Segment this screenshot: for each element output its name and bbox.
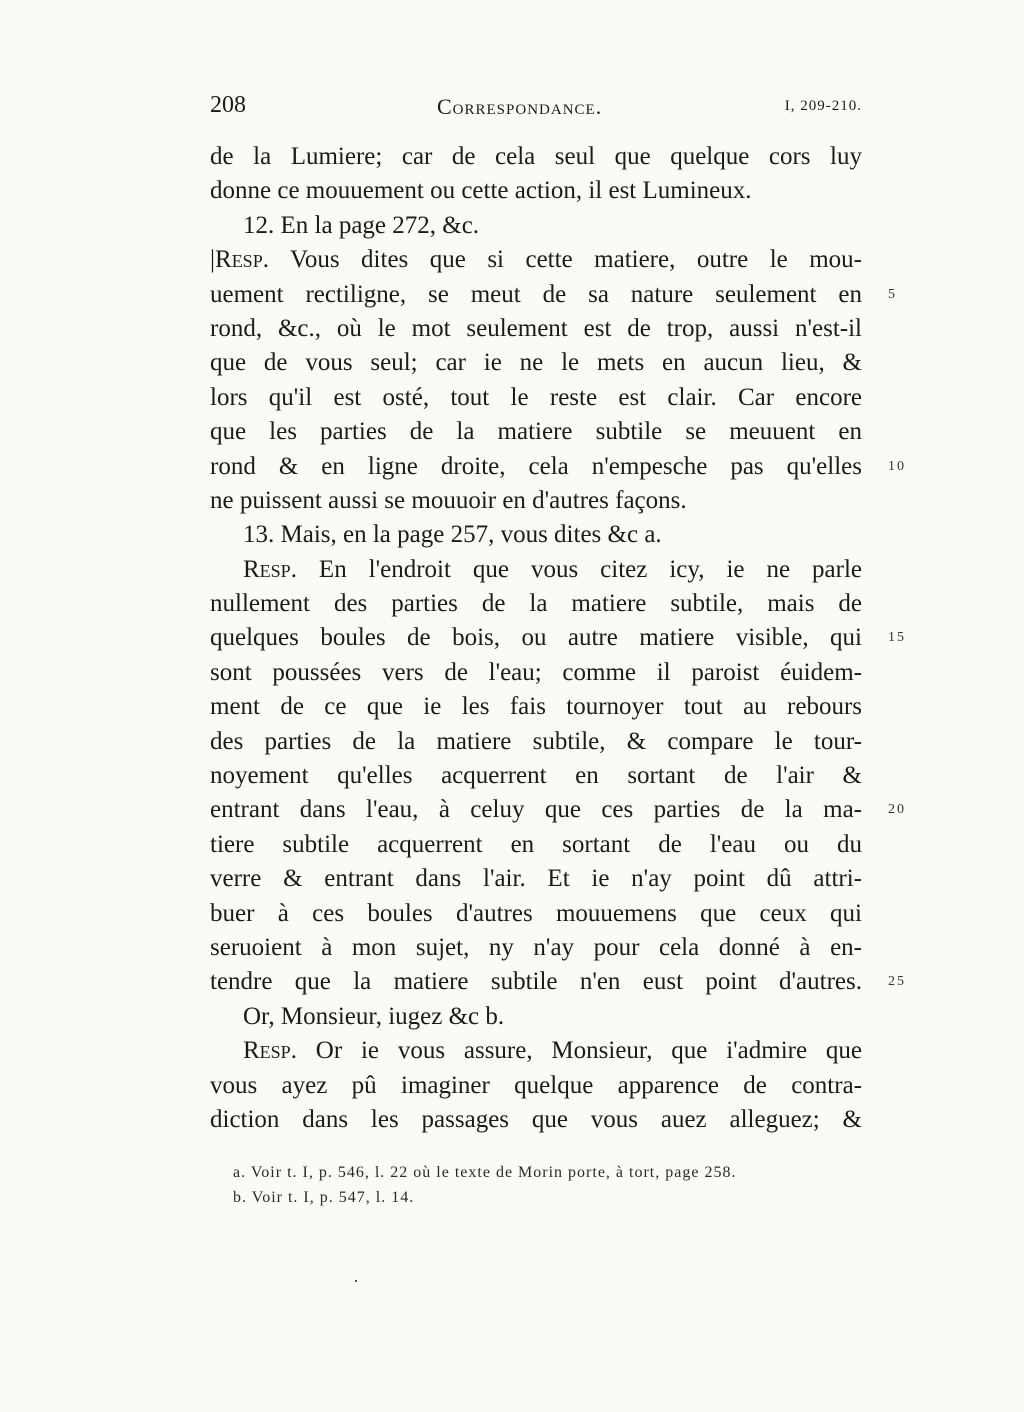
text-line	[210, 1000, 862, 1034]
line-text: uement rectiligne, se meut de sa nature seulement en	[210, 280, 862, 308]
text-line	[210, 381, 862, 415]
text-line	[210, 587, 862, 621]
volume-reference: I, 209-210.	[784, 98, 862, 114]
text-line	[210, 415, 862, 449]
line-text: tiere subtile acquerrent en sortant de l'eau ou du	[210, 830, 862, 858]
text-line	[210, 174, 862, 208]
line-text: Or, Monsieur, iugez &c b.	[243, 1002, 505, 1030]
text-line	[210, 931, 862, 965]
line-text: |Resp. Vous dites que si cette matiere, outre le mou-	[210, 246, 862, 274]
text-line	[210, 1034, 862, 1068]
line-text: rond, &c., où le mot seulement est de trop, aussi n'est-il	[210, 314, 862, 342]
text-line	[210, 1103, 862, 1137]
line-number: 25	[888, 974, 906, 990]
text-line	[210, 243, 862, 277]
line-text: que les parties de la matiere subtile se meuuent en	[210, 418, 862, 446]
text-line	[210, 140, 862, 174]
page-number: 208	[210, 92, 246, 118]
text-line	[210, 209, 862, 243]
text-line	[210, 621, 906, 655]
line-text: 13. Mais, en la page 257, vous dites &c a.	[243, 521, 662, 549]
text-line	[210, 965, 906, 999]
line-text: nullement des parties de la matiere subtile, mais de	[210, 590, 862, 618]
line-text: Resp. En l'endroit que vous citez icy, ie ne parle	[243, 555, 862, 583]
text-line	[210, 553, 862, 587]
text-line	[210, 656, 862, 690]
text-line	[210, 518, 862, 552]
text-line	[210, 690, 862, 724]
text-line	[210, 793, 906, 827]
line-text: 12. En la page 272, &c.	[243, 211, 480, 239]
line-text: diction dans les passages que vous auez alleguez; &	[210, 1105, 862, 1133]
line-text: seruoient à mon sujet, ny n'ay pour cela donné à en-	[210, 933, 862, 961]
text-line	[210, 484, 862, 518]
text-line	[210, 828, 862, 862]
line-text: ment de ce que ie les fais tournoyer tout au rebours	[210, 693, 862, 721]
text-line	[210, 897, 862, 931]
text-line	[210, 346, 862, 380]
line-text: verre & entrant dans l'air. Et ie n'ay point dû attri-	[210, 865, 862, 893]
text-line	[210, 278, 897, 312]
line-text: vous ayez pû imaginer quelque apparence de contra-	[210, 1071, 862, 1099]
text-line	[210, 725, 862, 759]
line-text: rond & en ligne droite, cela n'empesche pas qu'elles	[210, 452, 862, 480]
line-text: de la Lumiere; car de cela seul que quelque cors luy	[210, 143, 862, 170]
text-line	[210, 1069, 862, 1103]
running-title: Correspondance.	[437, 94, 603, 119]
line-number: 20	[888, 802, 906, 818]
line-text: Resp. Or ie vous assure, Monsieur, que i'admire que	[243, 1037, 862, 1065]
line-text: ne puissent aussi se mouuoir en d'autres façons.	[210, 486, 687, 514]
text-line	[210, 862, 862, 896]
body-text	[210, 140, 906, 1137]
line-text: tendre que la matiere subtile n'en eust point d'autres.	[210, 968, 862, 996]
line-text: lors qu'il est osté, tout le reste est clair. Car encore	[210, 383, 862, 411]
line-number: 5	[888, 286, 897, 302]
line-number: 15	[888, 630, 906, 646]
line-text: des parties de la matiere subtile, & compare le tour-	[210, 727, 862, 755]
footnote: b. Voir t. I, p. 547, l. 14.	[233, 1189, 415, 1206]
text-line	[210, 312, 862, 346]
line-number: 10	[888, 458, 906, 474]
line-text: que de vous seul; car ie ne le mets en aucun lieu, &	[210, 349, 862, 377]
print-speck	[355, 1280, 357, 1282]
running-header	[210, 92, 862, 126]
line-text: quelques boules de bois, ou autre matiere visible, qui	[210, 624, 862, 652]
text-line	[210, 759, 862, 793]
footnote: a. Voir t. I, p. 546, l. 22 où le texte de Morin porte, à tort, page 258.	[233, 1164, 737, 1181]
footnotes	[233, 1160, 873, 1210]
line-text: sont poussées vers de l'eau; comme il paroist éuidem-	[210, 658, 862, 686]
line-text: buer à ces boules d'autres mouuemens que ceux qui	[210, 899, 862, 927]
line-text: donne ce mouuement ou cette action, il est Lumineux.	[210, 177, 752, 205]
line-text: entrant dans l'eau, à celuy que ces parties de la ma-	[210, 796, 862, 824]
line-text: noyement qu'elles acquerrent en sortant de l'air &	[210, 762, 862, 790]
text-line	[210, 450, 906, 484]
